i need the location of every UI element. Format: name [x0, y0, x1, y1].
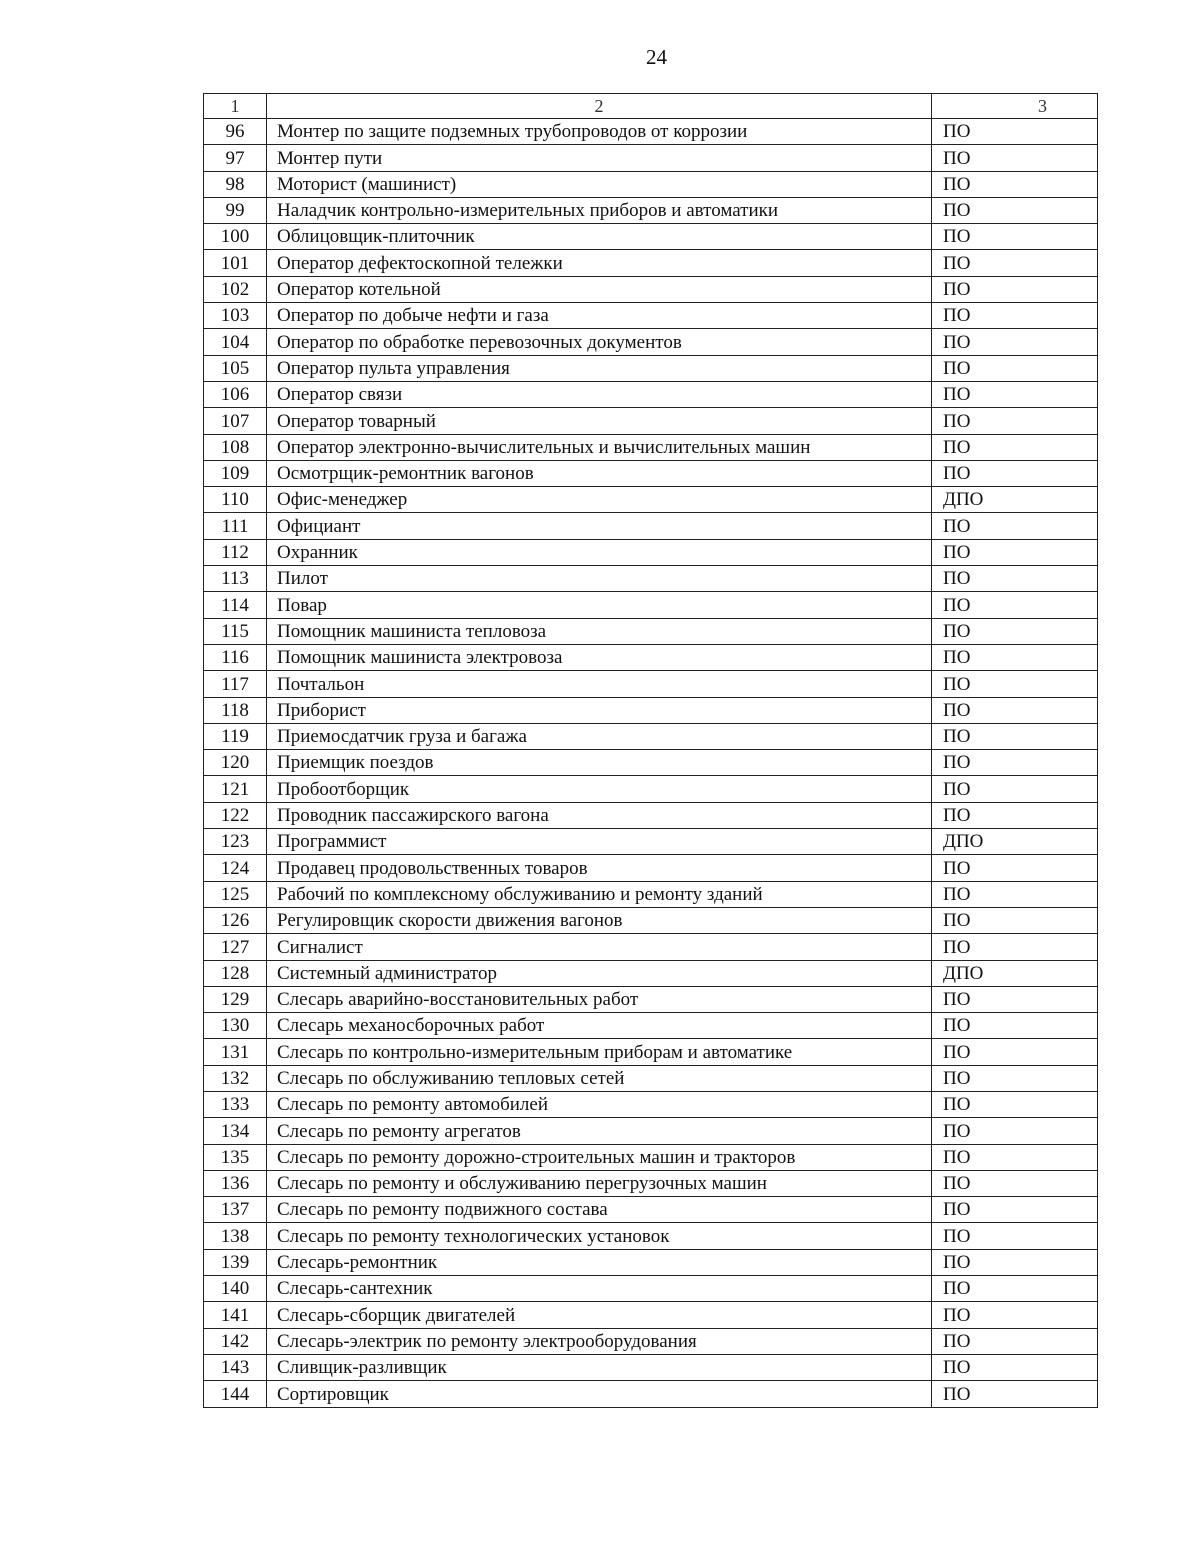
education-type: ПО: [932, 855, 1098, 881]
professions-table: [203, 93, 1098, 1408]
education-type: ПО: [932, 250, 1098, 276]
table-row: [204, 986, 1098, 1012]
profession-name: Моторист (машинист): [267, 171, 932, 197]
table-row: [204, 750, 1098, 776]
row-number: 129: [204, 986, 267, 1012]
table-row: [204, 592, 1098, 618]
profession-name: Слесарь по обслуживанию тепловых сетей: [267, 1065, 932, 1091]
education-type: ДПО: [932, 960, 1098, 986]
profession-name: Монтер пути: [267, 145, 932, 171]
profession-name: Слесарь по контрольно-измерительным приборам и автоматике: [267, 1039, 932, 1065]
profession-name: Оператор электронно-вычислительных и вычислительных машин: [267, 434, 932, 460]
education-type: ПО: [932, 1039, 1098, 1065]
row-number: 135: [204, 1144, 267, 1170]
table-row: [204, 960, 1098, 986]
profession-name: Офис-менеджер: [267, 487, 932, 513]
education-type: ПО: [932, 224, 1098, 250]
education-type: ПО: [932, 776, 1098, 802]
education-type: ПО: [932, 355, 1098, 381]
profession-name: Сигналист: [267, 934, 932, 960]
table-row: [204, 1302, 1098, 1328]
education-type: ПО: [932, 723, 1098, 749]
table-row: [204, 802, 1098, 828]
education-type: ПО: [932, 303, 1098, 329]
row-number: 130: [204, 1013, 267, 1039]
profession-name: Продавец продовольственных товаров: [267, 855, 932, 881]
table-row: [204, 434, 1098, 460]
education-type: ПО: [932, 1223, 1098, 1249]
row-number: 120: [204, 750, 267, 776]
profession-name: Слесарь-ремонтник: [267, 1249, 932, 1275]
education-type: ПО: [932, 381, 1098, 407]
education-type: ДПО: [932, 487, 1098, 513]
profession-name: Слесарь по ремонту технологических установок: [267, 1223, 932, 1249]
profession-name: Слесарь аварийно-восстановительных работ: [267, 986, 932, 1012]
table-row: [204, 1039, 1098, 1065]
education-type: ПО: [932, 145, 1098, 171]
education-type: ПО: [932, 1302, 1098, 1328]
row-number: 107: [204, 408, 267, 434]
table-row: [204, 776, 1098, 802]
table-row: [204, 329, 1098, 355]
row-number: 141: [204, 1302, 267, 1328]
profession-name: Слесарь-сборщик двигателей: [267, 1302, 932, 1328]
education-type: ПО: [932, 329, 1098, 355]
row-number: 139: [204, 1249, 267, 1275]
row-number: 105: [204, 355, 267, 381]
row-number: 143: [204, 1354, 267, 1380]
profession-name: Оператор пульта управления: [267, 355, 932, 381]
profession-name: Оператор товарный: [267, 408, 932, 434]
education-type: ПО: [932, 1381, 1098, 1407]
table-row: [204, 355, 1098, 381]
row-number: 109: [204, 460, 267, 486]
table-row: [204, 1197, 1098, 1223]
table-row: [204, 276, 1098, 302]
education-type: ПО: [932, 1170, 1098, 1196]
table-row: [204, 881, 1098, 907]
education-type: ПО: [932, 197, 1098, 223]
education-type: ПО: [932, 1144, 1098, 1170]
profession-name: Сливщик-разливщик: [267, 1354, 932, 1380]
education-type: ПО: [932, 644, 1098, 670]
page-number: 24: [646, 45, 667, 69]
table-row: [204, 224, 1098, 250]
row-number: 106: [204, 381, 267, 407]
table-row: [204, 618, 1098, 644]
row-number: 122: [204, 802, 267, 828]
profession-name: Слесарь по ремонту и обслуживанию перегрузочных машин: [267, 1170, 932, 1196]
row-number: 117: [204, 671, 267, 697]
profession-name: Слесарь по ремонту агрегатов: [267, 1118, 932, 1144]
education-type: ПО: [932, 881, 1098, 907]
table-row: [204, 644, 1098, 670]
education-type: ПО: [932, 276, 1098, 302]
table-row: [204, 907, 1098, 933]
table-row: [204, 1144, 1098, 1170]
row-number: 102: [204, 276, 267, 302]
profession-name: Слесарь по ремонту автомобилей: [267, 1091, 932, 1117]
education-type: ПО: [932, 1065, 1098, 1091]
table-row: [204, 1065, 1098, 1091]
row-number: 124: [204, 855, 267, 881]
profession-name: Оператор по обработке перевозочных документов: [267, 329, 932, 355]
table-row: [204, 1276, 1098, 1302]
education-type: ПО: [932, 592, 1098, 618]
row-number: 98: [204, 171, 267, 197]
education-type: ПО: [932, 1354, 1098, 1380]
profession-name: Сортировщик: [267, 1381, 932, 1407]
row-number: 108: [204, 434, 267, 460]
row-number: 115: [204, 618, 267, 644]
table-row: [204, 671, 1098, 697]
education-type: ПО: [932, 539, 1098, 565]
education-type: ПО: [932, 1249, 1098, 1275]
row-number: 137: [204, 1197, 267, 1223]
row-number: 116: [204, 644, 267, 670]
row-number: 136: [204, 1170, 267, 1196]
row-number: 121: [204, 776, 267, 802]
row-number: 112: [204, 539, 267, 565]
table-row: [204, 934, 1098, 960]
row-number: 134: [204, 1118, 267, 1144]
education-type: ПО: [932, 697, 1098, 723]
education-type: ПО: [932, 1328, 1098, 1354]
table-row: [204, 723, 1098, 749]
profession-name: Рабочий по комплексному обслуживанию и ремонту зданий: [267, 881, 932, 907]
row-number: 142: [204, 1328, 267, 1354]
education-type: ПО: [932, 671, 1098, 697]
profession-name: Пробоотборщик: [267, 776, 932, 802]
table-row: [204, 1328, 1098, 1354]
education-type: ДПО: [932, 829, 1098, 855]
education-type: ПО: [932, 1013, 1098, 1039]
table-row: [204, 303, 1098, 329]
education-type: ПО: [932, 1118, 1098, 1144]
table-row: [204, 1381, 1098, 1407]
table-header-row: [204, 94, 1098, 119]
profession-name: Слесарь по ремонту дорожно-строительных машин и тракторов: [267, 1144, 932, 1170]
profession-name: Облицовщик-плиточник: [267, 224, 932, 250]
profession-name: Приемосдатчик груза и багажа: [267, 723, 932, 749]
column-header-1: 1: [204, 94, 267, 119]
table-body: [204, 94, 1098, 1408]
education-type: ПО: [932, 618, 1098, 644]
profession-name: Наладчик контрольно-измерительных приборов и автоматики: [267, 197, 932, 223]
profession-name: Почтальон: [267, 671, 932, 697]
row-number: 132: [204, 1065, 267, 1091]
table-row: [204, 119, 1098, 145]
profession-name: Оператор связи: [267, 381, 932, 407]
row-number: 118: [204, 697, 267, 723]
table-row: [204, 408, 1098, 434]
table-row: [204, 1249, 1098, 1275]
education-type: ПО: [932, 1276, 1098, 1302]
education-type: ПО: [932, 434, 1098, 460]
profession-name: Слесарь-сантехник: [267, 1276, 932, 1302]
education-type: ПО: [932, 171, 1098, 197]
education-type: ПО: [932, 907, 1098, 933]
education-type: ПО: [932, 802, 1098, 828]
profession-name: Монтер по защите подземных трубопроводов от коррозии: [267, 119, 932, 145]
profession-name: Помощник машиниста тепловоза: [267, 618, 932, 644]
profession-name: Помощник машиниста электровоза: [267, 644, 932, 670]
table-row: [204, 1118, 1098, 1144]
table-row: [204, 250, 1098, 276]
education-type: ПО: [932, 513, 1098, 539]
table-row: [204, 145, 1098, 171]
row-number: 123: [204, 829, 267, 855]
profession-name: Оператор дефектоскопной тележки: [267, 250, 932, 276]
education-type: ПО: [932, 119, 1098, 145]
column-header-3: 3: [932, 94, 1098, 119]
profession-name: Приемщик поездов: [267, 750, 932, 776]
profession-name: Официант: [267, 513, 932, 539]
row-number: 125: [204, 881, 267, 907]
row-number: 101: [204, 250, 267, 276]
education-type: ПО: [932, 934, 1098, 960]
column-header-2: 2: [267, 94, 932, 119]
row-number: 100: [204, 224, 267, 250]
table-row: [204, 460, 1098, 486]
profession-name: Слесарь-электрик по ремонту электрооборудования: [267, 1328, 932, 1354]
row-number: 104: [204, 329, 267, 355]
education-type: ПО: [932, 460, 1098, 486]
row-number: 96: [204, 119, 267, 145]
profession-name: Регулировщик скорости движения вагонов: [267, 907, 932, 933]
profession-name: Повар: [267, 592, 932, 618]
row-number: 133: [204, 1091, 267, 1117]
row-number: 127: [204, 934, 267, 960]
table-row: [204, 1170, 1098, 1196]
row-number: 131: [204, 1039, 267, 1065]
row-number: 113: [204, 566, 267, 592]
row-number: 128: [204, 960, 267, 986]
row-number: 111: [204, 513, 267, 539]
profession-name: Слесарь механосборочных работ: [267, 1013, 932, 1039]
profession-name: Программист: [267, 829, 932, 855]
education-type: ПО: [932, 750, 1098, 776]
table-row: [204, 1091, 1098, 1117]
education-type: ПО: [932, 566, 1098, 592]
profession-name: Осмотрщик-ремонтник вагонов: [267, 460, 932, 486]
row-number: 126: [204, 907, 267, 933]
table-row: [204, 171, 1098, 197]
table-row: [204, 381, 1098, 407]
profession-name: Оператор котельной: [267, 276, 932, 302]
table-row: [204, 829, 1098, 855]
profession-name: Пилот: [267, 566, 932, 592]
profession-name: Проводник пассажирского вагона: [267, 802, 932, 828]
education-type: ПО: [932, 1197, 1098, 1223]
table-row: [204, 566, 1098, 592]
row-number: 97: [204, 145, 267, 171]
row-number: 114: [204, 592, 267, 618]
profession-name: Охранник: [267, 539, 932, 565]
table-row: [204, 539, 1098, 565]
profession-name: Оператор по добыче нефти и газа: [267, 303, 932, 329]
row-number: 140: [204, 1276, 267, 1302]
row-number: 110: [204, 487, 267, 513]
education-type: ПО: [932, 408, 1098, 434]
education-type: ПО: [932, 986, 1098, 1012]
row-number: 119: [204, 723, 267, 749]
table-row: [204, 1223, 1098, 1249]
education-type: ПО: [932, 1091, 1098, 1117]
row-number: 99: [204, 197, 267, 223]
table-row: [204, 1354, 1098, 1380]
table-row: [204, 855, 1098, 881]
table-row: [204, 487, 1098, 513]
table-row: [204, 1013, 1098, 1039]
row-number: 103: [204, 303, 267, 329]
table-row: [204, 697, 1098, 723]
row-number: 138: [204, 1223, 267, 1249]
table-row: [204, 197, 1098, 223]
profession-name: Слесарь по ремонту подвижного состава: [267, 1197, 932, 1223]
table-row: [204, 513, 1098, 539]
row-number: 144: [204, 1381, 267, 1407]
profession-name: Системный администратор: [267, 960, 932, 986]
profession-name: Приборист: [267, 697, 932, 723]
